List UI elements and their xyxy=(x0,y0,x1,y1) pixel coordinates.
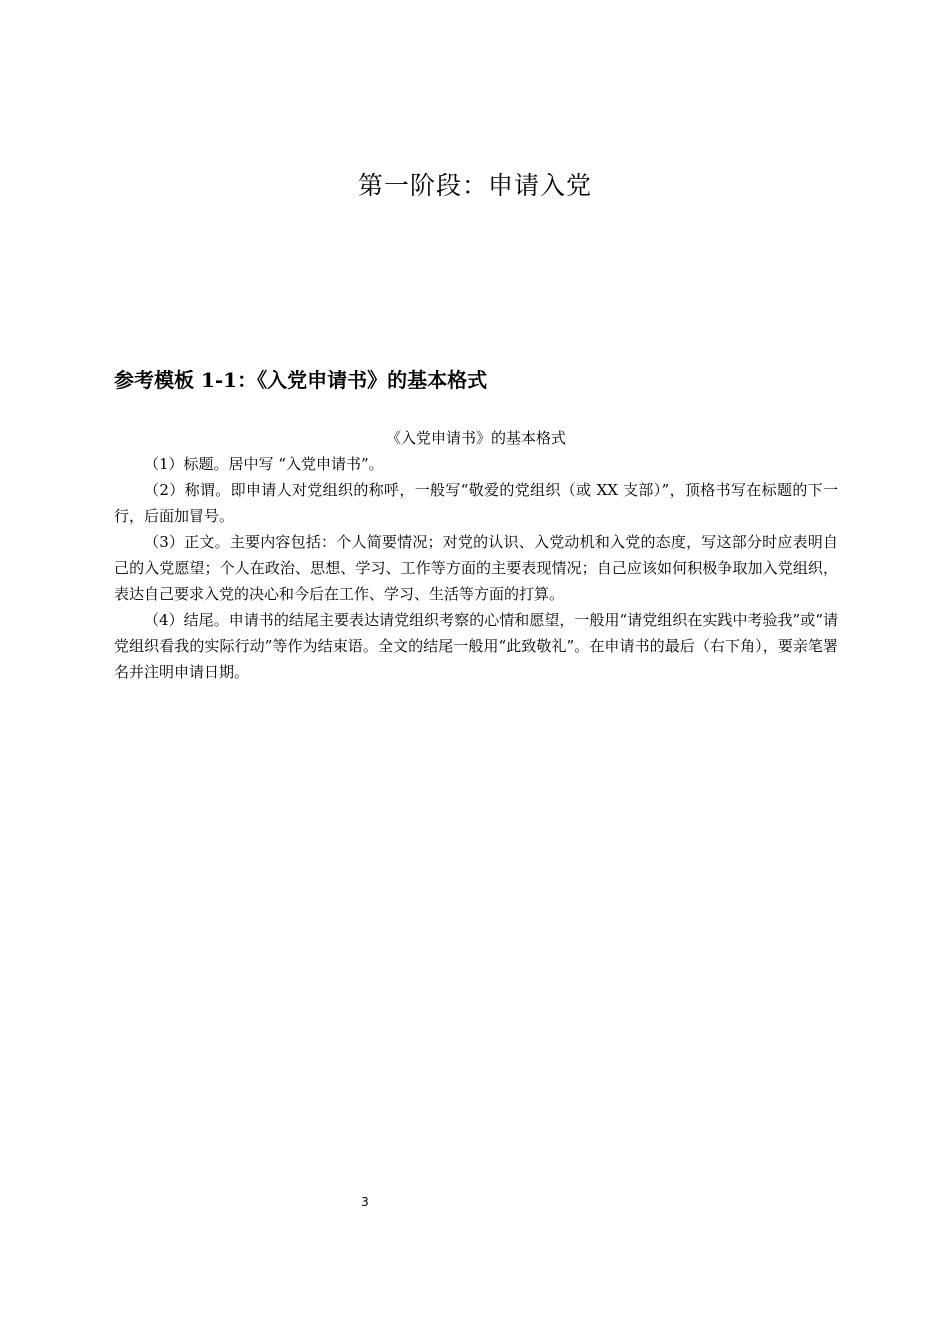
paragraph-title-rule: （1）标题。居中写 “入党申请书”。 xyxy=(144,455,384,473)
document-body xyxy=(114,425,838,685)
page-number: 3 xyxy=(361,1195,369,1209)
section-heading: 参考模板 1-1：《入党申请书》的基本格式 xyxy=(114,368,488,392)
paragraph-body-rule: （3）正文。主要内容包括：个人简要情况；对党的认识、入党动机和入党的态度，写这部分时应表明自己的入党愿望；个人在政治、思想、学习、工作等方面的主要表现情况；自己应该如何积极争取加入党组织，表达自己要求入党的决心和今后在工作、学习、生活等方面的打算。 xyxy=(114,533,838,603)
stage-title: 第一阶段：申请入党 xyxy=(357,171,592,200)
paragraph-salutation-rule: （2）称谓。即申请人对党组织的称呼，一般写“敬爱的党组织（或 XX 支部）”，顶格书写在标题的下一行，后面加冒号。 xyxy=(114,481,838,525)
document-title: 《入党申请书》的基本格式 xyxy=(385,429,566,447)
paragraph-closing-rule: （4）结尾。申请书的结尾主要表达请党组织考察的心情和愿望，一般用“请党组织在实践中考验我”或“请党组织看我的实际行动”等作为结束语。全文的结尾一般用“此致敬礼”。在申请书的最后（右下角），要亲笔署名并注明申请日期。 xyxy=(114,611,838,681)
